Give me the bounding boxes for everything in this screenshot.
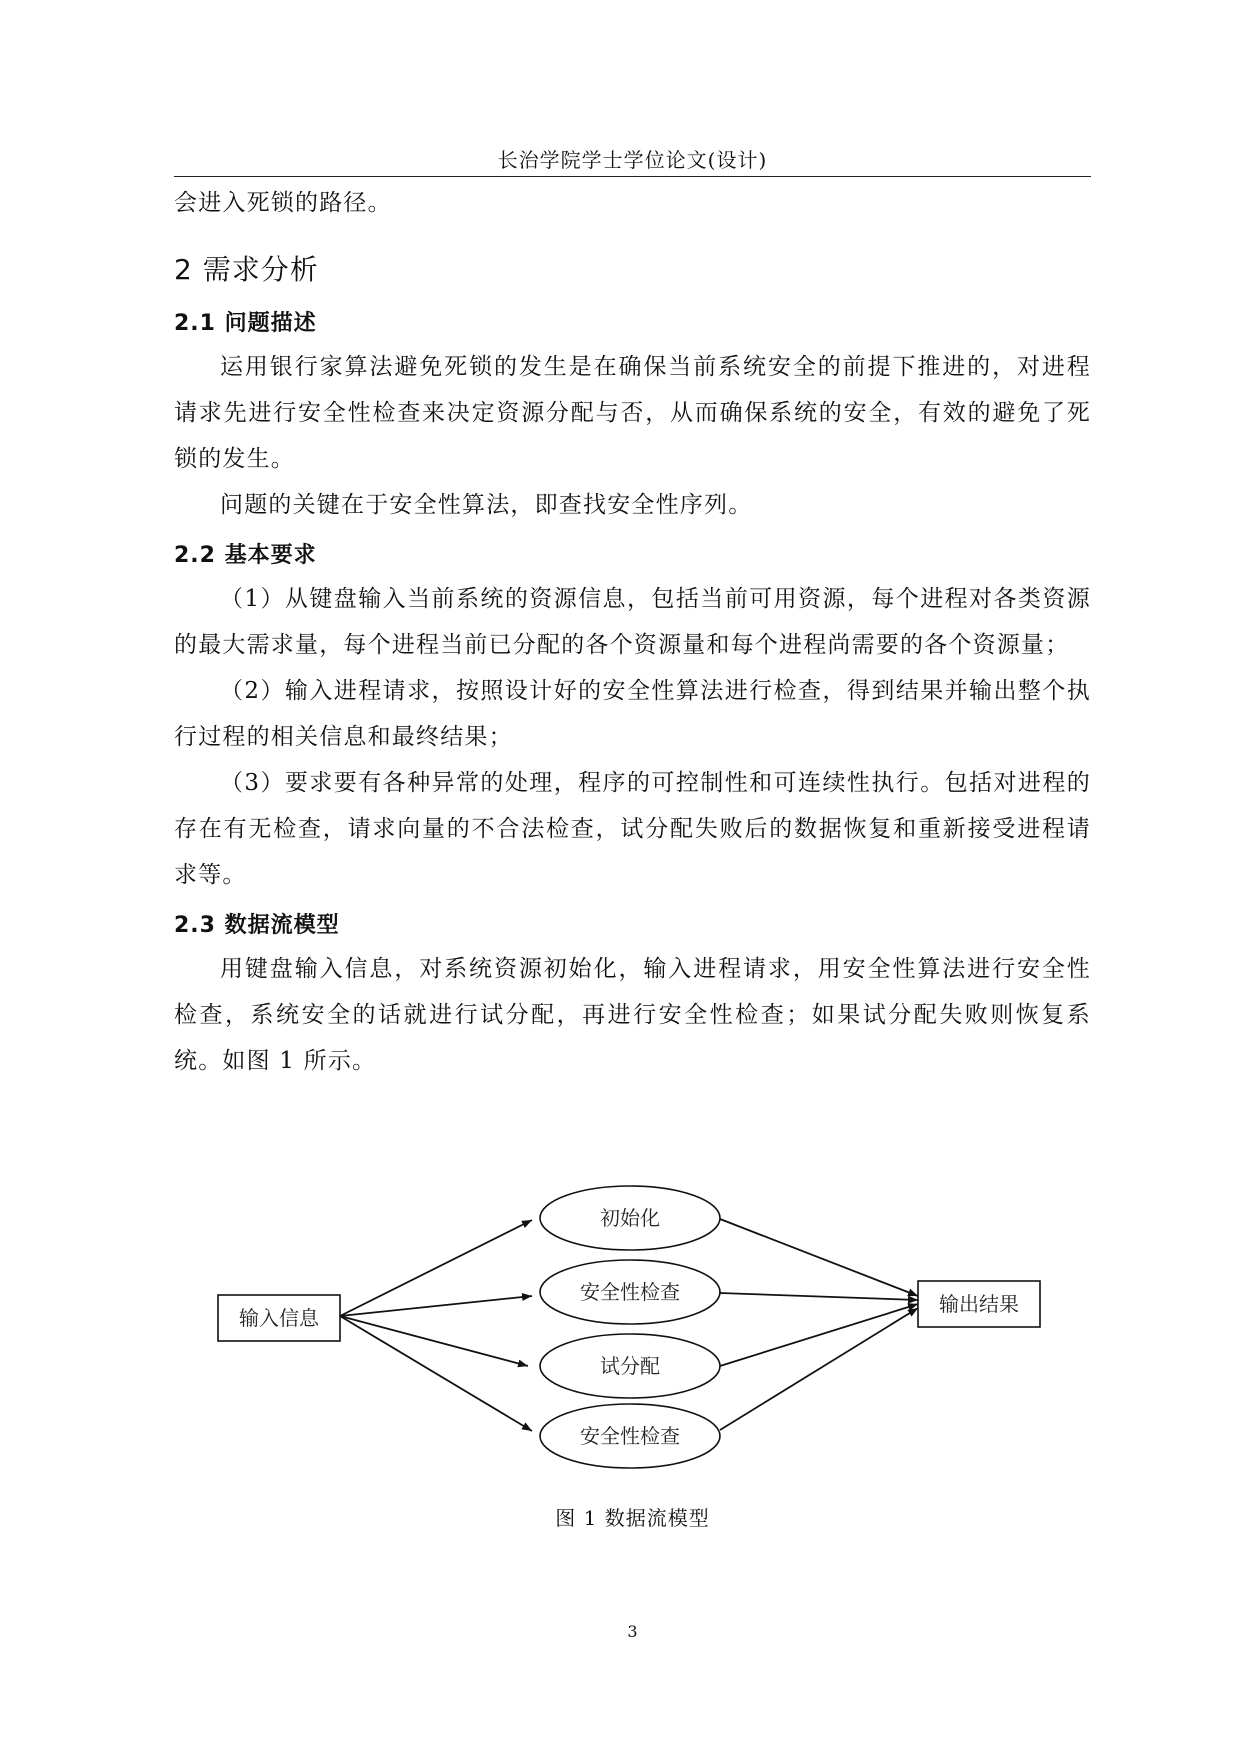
requirement-item-3: （3）要求要有各种异常的处理，程序的可控制性和可连续性执行。包括对进程的存在有无检查，请求向量的不合法检查，试分配失败后的数据恢复和重新接受进程请求等。 [174,770,1091,888]
requirement-item-1: （1）从键盘输入当前系统的资源信息，包括当前可用资源，每个进程对各类资源的最大需求量，每个进程当前已分配的各个资源量和每个进程尚需要的各个资源量； [174,586,1091,658]
edge-safety-check-2-to-output [720,1308,918,1430]
page-content [174,180,1091,1084]
output-result-label: 输出结果 [939,1292,1019,1316]
section-2-3-title: 2.3 数据流模型 [174,913,340,938]
section-2-1-title: 2.1 问题描述 [174,311,317,336]
edge-trial-allocation-to-output [720,1304,918,1366]
edge-init-to-output [720,1219,918,1296]
edge-input-to-safety-check-2 [340,1316,532,1431]
figure-caption: 图 1 数据流模型 [555,1506,710,1530]
chapter-title: 2 需求分析 [174,253,319,286]
data-flow-svg [174,1178,1091,1498]
section-2-3-paragraph-1: 用键盘输入信息，对系统资源初始化，输入进程请求，用安全性算法进行安全性检查，系统安全的话就进行试分配，再进行安全性检查；如果试分配失败则恢复系统。如图 1 所示。 [174,956,1091,1074]
edge-input-to-init [340,1220,532,1316]
section-2-1-paragraph-2: 问题的关键在于安全性算法，即查找安全性序列。 [220,492,753,518]
section-2-1-paragraph-1: 运用银行家算法避免死锁的发生是在确保当前系统安全的前提下推进的，对进程请求先进行安全性检查来决定资源分配与否，从而确保系统的安全，有效的避免了死锁的发生。 [174,354,1091,472]
node-trial-allocation-label: 试分配 [600,1354,660,1378]
node-init-label: 初始化 [600,1206,660,1230]
header-rule [174,176,1091,177]
continuation-paragraph: 会进入死锁的路径。 [174,190,392,216]
page-number: 3 [627,1622,638,1641]
edge-input-to-safety-check-1 [340,1296,532,1316]
node-safety-check-1-label: 安全性检查 [580,1280,680,1304]
section-2-2-title: 2.2 基本要求 [174,543,317,568]
running-header: 长治学院学士学位论文(设计) [497,148,768,172]
node-safety-check-2-label: 安全性检查 [580,1424,680,1448]
requirement-item-2: （2）输入进程请求，按照设计好的安全性算法进行检查，得到结果并输出整个执行过程的相关信息和最终结果； [174,678,1091,750]
input-info-label: 输入信息 [239,1306,319,1330]
edge-input-to-trial-allocation [340,1316,528,1366]
edge-safety-check-1-to-output [720,1293,918,1300]
